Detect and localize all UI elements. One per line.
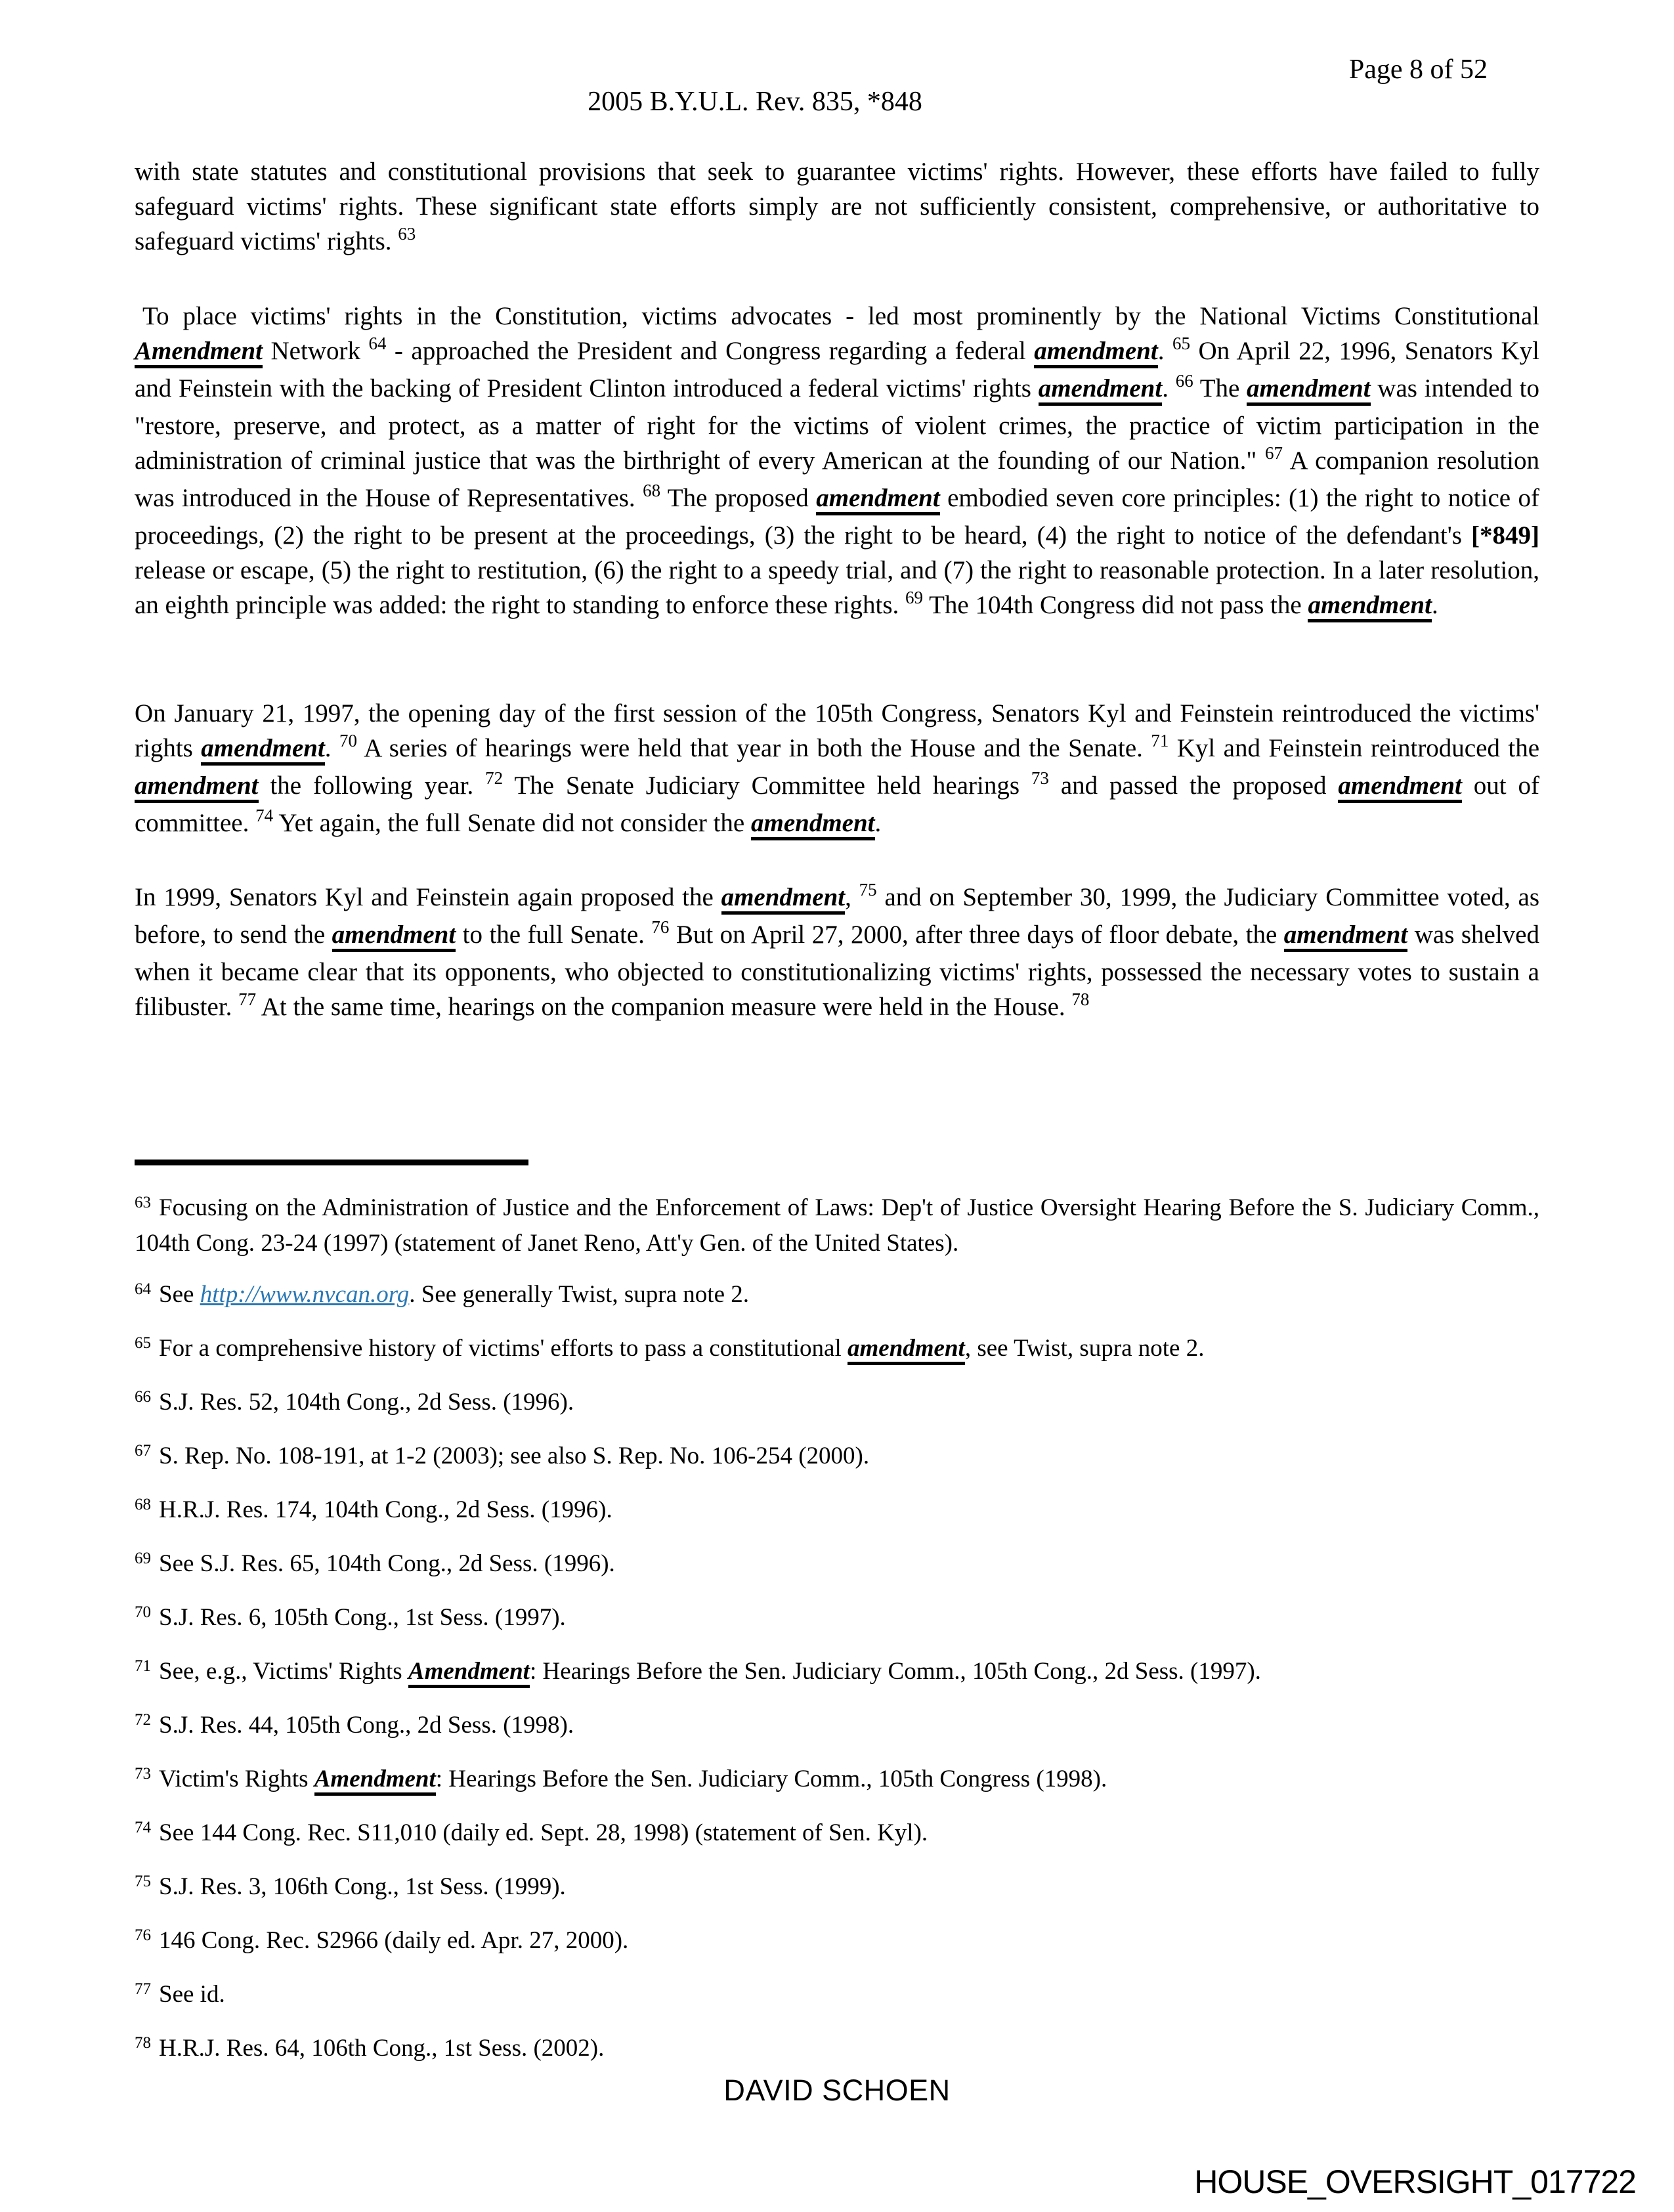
amendment-emphasis: amendment (201, 734, 325, 766)
amendment-emphasis: amendment (1338, 771, 1462, 803)
footnote-ref: 71 (1151, 731, 1169, 750)
footnote-text: See id. (159, 1981, 225, 2008)
footnote-text: S.J. Res. 3, 106th Cong., 1st Sess. (1999). (159, 1873, 566, 1900)
footnote-section (135, 1192, 1539, 2086)
footnote-number: 68 (135, 1496, 151, 1513)
nvcan-link[interactable]: http://www.nvcan.org (200, 1281, 410, 1308)
footnote-number: 78 (135, 2034, 151, 2052)
footnote-text: See 144 Cong. Rec. S11,010 (daily ed. Sept. 28, 1998) (statement of Sen. Kyl). (159, 1819, 928, 1846)
footnote-text: See http://www.nvcan.org. See generally Twist, supra note 2. (159, 1281, 749, 1308)
footnote-text: For a comprehensive history of victims' efforts to pass a constitutional amendment, see Twist, supra note 2. (159, 1335, 1204, 1365)
footnote (135, 1278, 1539, 1314)
footnote-text: S.J. Res. 6, 105th Cong., 1st Sess. (1997). (159, 1604, 566, 1631)
amendment-emphasis: amendment (332, 921, 456, 952)
footnote-number: 71 (135, 1657, 151, 1675)
footnote-number: 72 (135, 1711, 151, 1729)
body-paragraph: with state statutes and constitutional provisions that seek to guarantee victims' rights. However, these efforts have failed to fully safeguard victims' rights. These significant state efforts simply are not sufficiently consistent, comprehensive, or authoritative to safeguard victims' rights. $^{63}$ (135, 158, 1539, 255)
amendment-emphasis: amendment (1308, 591, 1432, 622)
footnote-text: S.J. Res. 44, 105th Cong., 2d Sess. (1998). (159, 1712, 574, 1739)
footnote-text: H.R.J. Res. 64, 106th Cong., 1st Sess. (2002). (159, 2035, 605, 2062)
footnote-text: Victim's Rights Amendment: Hearings Before the Sen. Judiciary Comm., 105th Congress (1998). (159, 1766, 1107, 1796)
footnote (135, 1655, 1539, 1691)
footnote-ref: 74 (255, 806, 274, 825)
footnote-ref: 77 (238, 989, 257, 1009)
amendment-emphasis: amendment (1034, 337, 1158, 368)
footnote (135, 1440, 1539, 1475)
body-paragraph: On January 21, 1997, the opening day of the first session of the 105th Congress, Senators Kyl and Feinstein reintroduced the victims' rights amendment. $^{70}$ A series of hearings were held that year in both the House and the Senate. $^{71}$ Kyl and Feinstein reintroduced the amendment the following year. $^{72}$ The Senate Judiciary Committee held hearings $^{73}$ and passed the proposed amendment out of committee. $^{74}$ Yet again, the full Senate did not consider the amendment. (135, 696, 1539, 843)
footnote-text: Focusing on the Administration of Justice and the Enforcement of Laws: Dep't of Justice Oversight Hearing Before the S. Judiciary Comm., 104th Cong. 23-24 (1997) (statement of Janet Reno, Att'y Gen. of the United States). (135, 1194, 1539, 1257)
author-name: DAVID SCHOEN (723, 2073, 951, 2107)
footnote-ref: 63 (398, 224, 416, 244)
footnote (135, 1924, 1539, 1960)
footnote-number: 64 (135, 1280, 151, 1298)
footnote-number: 76 (135, 1926, 151, 1944)
footnote-ref: 65 (1172, 334, 1190, 353)
amendment-emphasis: Amendment (314, 1766, 436, 1796)
amendment-emphasis: amendment (1247, 374, 1371, 406)
footnote-ref: 78 (1071, 989, 1090, 1009)
footnote-number: 67 (135, 1442, 151, 1460)
footnote-number: 77 (135, 1980, 151, 1998)
footnote-ref: 72 (485, 768, 504, 788)
footnote-number: 70 (135, 1603, 151, 1621)
amendment-emphasis: amendment (751, 809, 875, 840)
footnote (135, 1763, 1539, 1798)
footnote (135, 1548, 1539, 1583)
amendment-emphasis: Amendment (135, 337, 263, 368)
footnote (135, 1709, 1539, 1745)
citation-header: 2005 B.Y.U.L. Rev. 835, *848 (588, 87, 922, 117)
footnote-number: 69 (135, 1550, 151, 1567)
footnote (135, 1978, 1539, 2014)
footnote-ref: 64 (368, 334, 387, 353)
amendment-emphasis: amendment (135, 771, 259, 803)
footnote-ref: 67 (1264, 443, 1283, 463)
footnote-text: H.R.J. Res. 174, 104th Cong., 2d Sess. (1996). (159, 1496, 612, 1523)
footnote-number: 63 (135, 1194, 151, 1211)
amendment-emphasis: amendment (816, 484, 940, 515)
footnote (135, 1601, 1539, 1637)
footnote-number: 73 (135, 1765, 151, 1783)
amendment-emphasis: amendment (1039, 374, 1163, 406)
footnote-number: 65 (135, 1334, 151, 1352)
body-paragraph: To place victims' rights in the Constitution, victims advocates - led most prominently by the National Victims Constitutional Amendment Network $^{64}$ - approached the President and Congress regarding a federal amendment. $^{65}$ On April 22, 1996, Senators Kyl and Feinstein with the backing of President Clinton introduced a federal victims' rights amendment. $^{66}$ The amendment was intended to "restore, preserve, and protect, as a matter of right for the victims of violent crimes, the practice of victim participation in the administration of criminal justice that was the birthright of every American at the founding of our Nation." $^{67}$ A companion resolution was introduced in the House of Representatives. $^{68}$ The proposed amendment embodied seven core principles: (1) the right to notice of proceedings, (2) the right to be present at the proceedings, (3) the right to be heard, (4) the right to notice of the defendant's [*849] release or escape, (5) the right to restitution, (6) the right to a speedy trial, and (7) the right to reasonable protection. In a later resolution, an eighth principle was added: the right to standing to enforce these rights. $^{69}$ The 104th Congress did not pass the amendment. (135, 299, 1539, 625)
footnote-number: 66 (135, 1388, 151, 1406)
amendment-emphasis: amendment (848, 1335, 965, 1365)
footnote-ref: 70 (339, 731, 357, 750)
footnote-ref: 69 (905, 588, 924, 607)
footnote-number: 74 (135, 1819, 151, 1836)
footnote (135, 1871, 1539, 1906)
footnote-text: See, e.g., Victims' Rights Amendment: Hearings Before the Sen. Judiciary Comm., 105th Cong., 2d Sess. (1997). (159, 1658, 1261, 1688)
bates-number: HOUSE_OVERSIGHT_017722 (1194, 2163, 1636, 2200)
footnote-ref: 76 (651, 917, 670, 937)
footnote-text: 146 Cong. Rec. S2966 (daily ed. Apr. 27, 2000). (159, 1927, 629, 1954)
amendment-emphasis: Amendment (408, 1658, 530, 1688)
footnote (135, 1386, 1539, 1421)
footnote-number: 75 (135, 1873, 151, 1890)
page-ref-bold: [*849] (1471, 521, 1539, 550)
footnote-ref: 66 (1175, 371, 1193, 391)
footnote-text: S. Rep. No. 108-191, at 1-2 (2003); see also S. Rep. No. 106-254 (2000). (159, 1442, 870, 1469)
page-number: Page 8 of 52 (1348, 54, 1488, 85)
footnote-ref: 75 (859, 880, 877, 900)
footnote-separator (135, 1160, 528, 1165)
footnote-text: See S.J. Res. 65, 104th Cong., 2d Sess. (1996). (159, 1550, 615, 1577)
footnote (135, 1817, 1539, 1852)
footnote-ref: 73 (1031, 768, 1049, 788)
footnote (135, 1494, 1539, 1529)
footnote (135, 2032, 1539, 2068)
footnote (135, 1192, 1539, 1260)
footnote (135, 1332, 1539, 1368)
amendment-emphasis: amendment (1284, 921, 1408, 952)
footnote-text: S.J. Res. 52, 104th Cong., 2d Sess. (1996). (159, 1389, 574, 1416)
amendment-emphasis: amendment (721, 883, 846, 915)
body-paragraph: In 1999, Senators Kyl and Feinstein again proposed the amendment, $^{75}$ and on September 30, 1999, the Judiciary Committee voted, as before, to send the amendment to the full Senate. $^{76}$ But on April 27, 2000, after three days of floor debate, the amendment was shelved when it became clear that its opponents, who objected to constitutionalizing victims' rights, possessed the necessary votes to sustain a filibuster. $^{77}$ At the same time, hearings on the companion measure were held in the House. $^{78}$ (135, 880, 1539, 1021)
footnote-ref: 68 (643, 481, 661, 500)
